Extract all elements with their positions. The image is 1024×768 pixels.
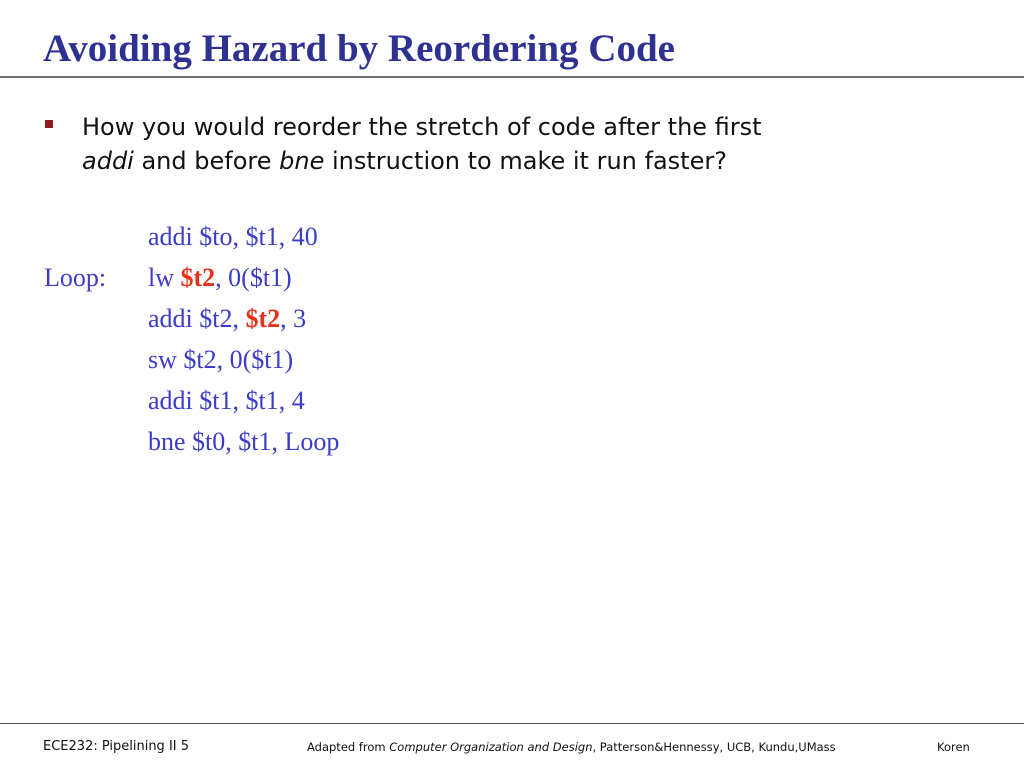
code-pre: bne $t0, $t1, Loop: [148, 427, 340, 456]
footer-divider: [0, 723, 1024, 724]
code-highlight: $t2: [180, 263, 216, 292]
loop-label: Loop:: [44, 263, 107, 292]
code-post: , 3: [280, 304, 307, 333]
code-instruction: [148, 263, 292, 293]
footer-suffix: , Patterson&Hennessy, UCB, Kundu,UMass: [592, 740, 836, 754]
code-pre: lw: [148, 263, 181, 292]
question-part3: and before: [133, 147, 280, 175]
code-instruction: [148, 345, 293, 375]
code-post: , 0($t1): [215, 263, 292, 292]
bullet-square-icon: [45, 120, 53, 128]
question-text: [82, 110, 982, 178]
title-divider: [0, 76, 1024, 78]
footer-attribution: [307, 740, 836, 754]
code-pre: addi $to, $t1, 40: [148, 222, 318, 251]
footer-course: ECE232: Pipelining II 5: [43, 739, 190, 754]
footer-author: Koren: [937, 740, 970, 754]
code-pre: sw $t2, 0($t1): [148, 345, 294, 374]
code-pre: addi $t1, $t1, 4: [148, 386, 305, 415]
code-instruction: [148, 304, 306, 334]
code-pre: addi $t2,: [148, 304, 246, 333]
footer-book-title: Computer Organization and Design: [389, 740, 593, 754]
code-instruction: [148, 427, 339, 457]
question-bne: bne: [279, 147, 325, 175]
footer-prefix: Adapted from: [307, 740, 390, 754]
code-instruction: [148, 222, 318, 252]
question-part1: How you would reorder the stretch of code after the first: [82, 113, 762, 141]
slide-title: Avoiding Hazard by Reordering Code: [43, 27, 675, 70]
code-highlight: $t2: [245, 304, 281, 333]
question-addi: addi: [82, 147, 134, 175]
code-instruction: [148, 386, 305, 416]
question-part5: instruction to make it run faster?: [324, 147, 727, 175]
